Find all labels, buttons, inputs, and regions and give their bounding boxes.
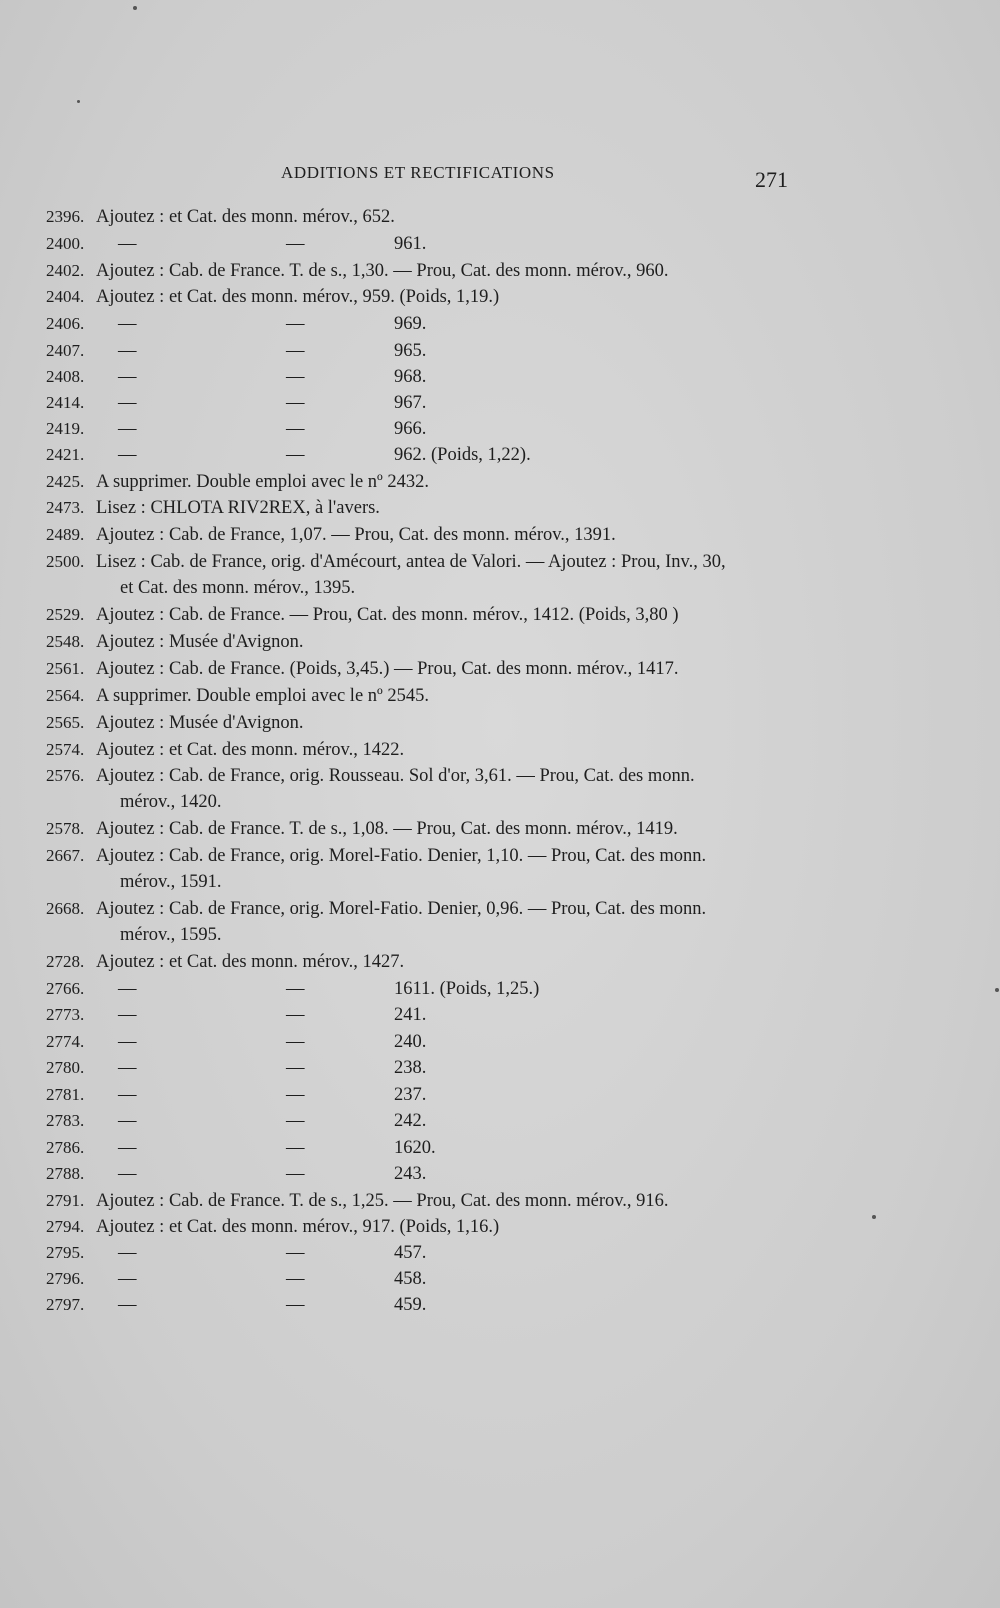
entry-value: 966. xyxy=(394,419,427,439)
entry-number: 2791. xyxy=(46,1191,85,1210)
paper-speck xyxy=(77,100,80,103)
entry-number: 2788. xyxy=(46,1164,85,1183)
entry-value: 962. (Poids, 1,22). xyxy=(394,445,531,465)
ditto-dash: — xyxy=(118,1111,137,1131)
entry-number: 2473. xyxy=(46,498,85,517)
entry xyxy=(46,629,806,655)
entry-number: 2796. xyxy=(46,1269,85,1288)
ditto-dash: — xyxy=(286,367,305,387)
entry-value: 241. xyxy=(394,1005,427,1025)
ditto-dash: — xyxy=(286,1138,305,1158)
entry xyxy=(46,710,806,736)
ditto-dash: — xyxy=(118,234,137,254)
entry-value: 965. xyxy=(394,341,427,361)
ditto-dash: — xyxy=(118,419,137,439)
entry xyxy=(46,1055,806,1081)
ditto-dash: — xyxy=(118,314,137,334)
entry-text: A supprimer. Double emploi avec le nº 2432. xyxy=(96,472,430,492)
running-head: ADDITIONS ET RECTIFICATIONS xyxy=(281,163,555,182)
entry xyxy=(46,816,806,842)
entry-text: Ajoutez : Cab. de France, orig. Morel-Fatio. Denier, 1,10. — Prou, Cat. des monn. xyxy=(96,846,707,866)
entry-number: 2419. xyxy=(46,419,85,438)
entry-value: 238. xyxy=(394,1058,427,1078)
entry xyxy=(46,522,806,548)
ditto-dash: — xyxy=(118,1032,137,1052)
ditto-dash: — xyxy=(118,1058,137,1078)
ditto-dash: — xyxy=(286,393,305,413)
ditto-dash: — xyxy=(118,1005,137,1025)
ditto-dash: — xyxy=(286,1032,305,1052)
entry-number: 2396. xyxy=(46,207,85,226)
entry-number: 2794. xyxy=(46,1217,85,1236)
entry-number: 2773. xyxy=(46,1005,85,1024)
entry-text: Ajoutez : et Cat. des monn. mérov., 1427. xyxy=(96,952,405,972)
entry-number: 2795. xyxy=(46,1243,85,1262)
entry-number: 2561. xyxy=(46,659,85,678)
entry xyxy=(46,1214,806,1240)
entry-value: 1611. (Poids, 1,25.) xyxy=(394,979,540,999)
page-header xyxy=(0,163,1000,193)
entry-text: A supprimer. Double emploi avec le nº 2545. xyxy=(96,686,430,706)
ditto-dash: — xyxy=(286,1005,305,1025)
entry xyxy=(46,284,806,310)
entry-text: Ajoutez : et Cat. des monn. mérov., 1422. xyxy=(96,740,405,760)
entry-value: 1620. xyxy=(394,1138,436,1158)
ditto-dash: — xyxy=(118,393,137,413)
entry xyxy=(46,390,806,416)
entry-text: Ajoutez : et Cat. des monn. mérov., 917. (Poids, 1,16.) xyxy=(96,1217,500,1237)
entry xyxy=(46,495,806,521)
entry-number: 2574. xyxy=(46,740,85,759)
entry-number: 2780. xyxy=(46,1058,85,1077)
entry-number: 2425. xyxy=(46,472,85,491)
entry xyxy=(46,602,806,628)
entry-continuation: mérov., 1591. xyxy=(120,872,222,892)
entry-number: 2406. xyxy=(46,314,85,333)
entry-text: Ajoutez : Cab. de France, orig. Rousseau. Sol d'or, 3,61. — Prou, Cat. des monn. xyxy=(96,766,695,786)
entry-number: 2578. xyxy=(46,819,85,838)
ditto-dash: — xyxy=(118,445,137,465)
entry-value: 961. xyxy=(394,234,427,254)
entry-number: 2529. xyxy=(46,605,85,624)
entry-value: 969. xyxy=(394,314,427,334)
entry-number: 2576. xyxy=(46,766,85,785)
entry-number: 2564. xyxy=(46,686,85,705)
entry xyxy=(46,1135,806,1161)
entry-value: 457. xyxy=(394,1243,427,1263)
entry-continuation: et Cat. des monn. mérov., 1395. xyxy=(120,578,356,598)
entry-text: Ajoutez : Cab. de France. T. de s., 1,08. — Prou, Cat. des monn. mérov., 1419. xyxy=(96,819,678,839)
entry xyxy=(46,763,806,815)
entry-text: Ajoutez : Musée d'Avignon. xyxy=(96,632,304,652)
entry-number: 2407. xyxy=(46,341,85,360)
entry xyxy=(46,1161,806,1187)
entry-number: 2404. xyxy=(46,287,85,306)
entry-value: 240. xyxy=(394,1032,427,1052)
entry-number: 2667. xyxy=(46,846,85,865)
entry-number: 2797. xyxy=(46,1295,85,1314)
ditto-dash: — xyxy=(286,419,305,439)
entry-number: 2783. xyxy=(46,1111,85,1130)
paper-speck xyxy=(995,988,999,992)
entry xyxy=(46,1188,806,1214)
entry-value: 458. xyxy=(394,1269,427,1289)
ditto-dash: — xyxy=(286,1269,305,1289)
entry-value: 243. xyxy=(394,1164,427,1184)
paper-speck xyxy=(133,6,137,10)
entry-value: 968. xyxy=(394,367,427,387)
ditto-dash: — xyxy=(118,341,137,361)
ditto-dash: — xyxy=(118,367,137,387)
entry-text: Ajoutez : et Cat. des monn. mérov., 959. (Poids, 1,19.) xyxy=(96,287,500,307)
entry-value: 459. xyxy=(394,1295,427,1315)
entry xyxy=(46,311,806,337)
entry-continuation: mérov., 1420. xyxy=(120,792,222,812)
ditto-dash: — xyxy=(118,1164,137,1184)
ditto-dash: — xyxy=(286,314,305,334)
entry-text: Ajoutez : Cab. de France, orig. Morel-Fatio. Denier, 0,96. — Prou, Cat. des monn. xyxy=(96,899,707,919)
entry xyxy=(46,1082,806,1108)
entry xyxy=(46,737,806,763)
ditto-dash: — xyxy=(118,1295,137,1315)
entry xyxy=(46,683,806,709)
entry xyxy=(46,656,806,682)
entry-continuation: mérov., 1595. xyxy=(120,925,222,945)
entry-value: 967. xyxy=(394,393,427,413)
ditto-dash: — xyxy=(286,234,305,254)
entry-text: Lisez : CHLOTA RIV2REX, à l'avers. xyxy=(96,498,380,518)
ditto-dash: — xyxy=(118,1243,137,1263)
entry xyxy=(46,204,806,230)
entry xyxy=(46,1292,806,1318)
entry xyxy=(46,549,806,601)
ditto-dash: — xyxy=(286,1085,305,1105)
entry-number: 2728. xyxy=(46,952,85,971)
page-number: 271 xyxy=(755,167,788,192)
ditto-dash: — xyxy=(286,1243,305,1263)
paper-speck xyxy=(872,1215,876,1219)
entry-number: 2781. xyxy=(46,1085,85,1104)
ditto-dash: — xyxy=(118,1085,137,1105)
entry-number: 2400. xyxy=(46,234,85,253)
entry xyxy=(46,1029,806,1055)
entry-text: Ajoutez : Musée d'Avignon. xyxy=(96,713,304,733)
entry xyxy=(46,896,806,948)
entry xyxy=(46,442,806,468)
ditto-dash: — xyxy=(286,1058,305,1078)
entry-number: 2489. xyxy=(46,525,85,544)
entry-number: 2402. xyxy=(46,261,85,280)
entry xyxy=(46,364,806,390)
ditto-dash: — xyxy=(286,445,305,465)
ditto-dash: — xyxy=(286,1164,305,1184)
entry-number: 2786. xyxy=(46,1138,85,1157)
entry-number: 2766. xyxy=(46,979,85,998)
ditto-dash: — xyxy=(118,1138,137,1158)
entry-text: Ajoutez : Cab. de France, 1,07. — Prou, Cat. des monn. mérov., 1391. xyxy=(96,525,616,545)
entry-number: 2565. xyxy=(46,713,85,732)
entry xyxy=(46,469,806,495)
entry xyxy=(46,843,806,895)
entry-number: 2421. xyxy=(46,445,85,464)
entry-number: 2414. xyxy=(46,393,85,412)
entry xyxy=(46,1266,806,1292)
ditto-dash: — xyxy=(286,1111,305,1131)
entry-text: Ajoutez : Cab. de France. (Poids, 3,45.) — Prou, Cat. des monn. mérov., 1417. xyxy=(96,659,679,679)
ditto-dash: — xyxy=(286,979,305,999)
entry-value: 237. xyxy=(394,1085,427,1105)
entry-number: 2668. xyxy=(46,899,85,918)
entry-text: Ajoutez : Cab. de France. — Prou, Cat. des monn. mérov., 1412. (Poids, 3,80 ) xyxy=(96,605,679,625)
entry xyxy=(46,949,806,975)
entry xyxy=(46,976,806,1002)
ditto-dash: — xyxy=(286,341,305,361)
entry xyxy=(46,416,806,442)
entry xyxy=(46,1108,806,1134)
entry-number: 2774. xyxy=(46,1032,85,1051)
entry-text: Ajoutez : et Cat. des monn. mérov., 652. xyxy=(96,207,395,227)
ditto-dash: — xyxy=(118,979,137,999)
entry-text: Ajoutez : Cab. de France. T. de s., 1,25. — Prou, Cat. des monn. mérov., 916. xyxy=(96,1191,669,1211)
entry-number: 2548. xyxy=(46,632,85,651)
entry-value: 242. xyxy=(394,1111,427,1131)
entry-number: 2408. xyxy=(46,367,85,386)
entry-text: Ajoutez : Cab. de France. T. de s., 1,30. — Prou, Cat. des monn. mérov., 960. xyxy=(96,261,669,281)
entry xyxy=(46,231,806,257)
entry xyxy=(46,1002,806,1028)
entry xyxy=(46,1240,806,1266)
entry-number: 2500. xyxy=(46,552,85,571)
entry-text: Lisez : Cab. de France, orig. d'Amécourt, antea de Valori. — Ajoutez : Prou, Inv., 30, xyxy=(96,552,726,572)
ditto-dash: — xyxy=(286,1295,305,1315)
entry xyxy=(46,258,806,284)
entry xyxy=(46,338,806,364)
ditto-dash: — xyxy=(118,1269,137,1289)
